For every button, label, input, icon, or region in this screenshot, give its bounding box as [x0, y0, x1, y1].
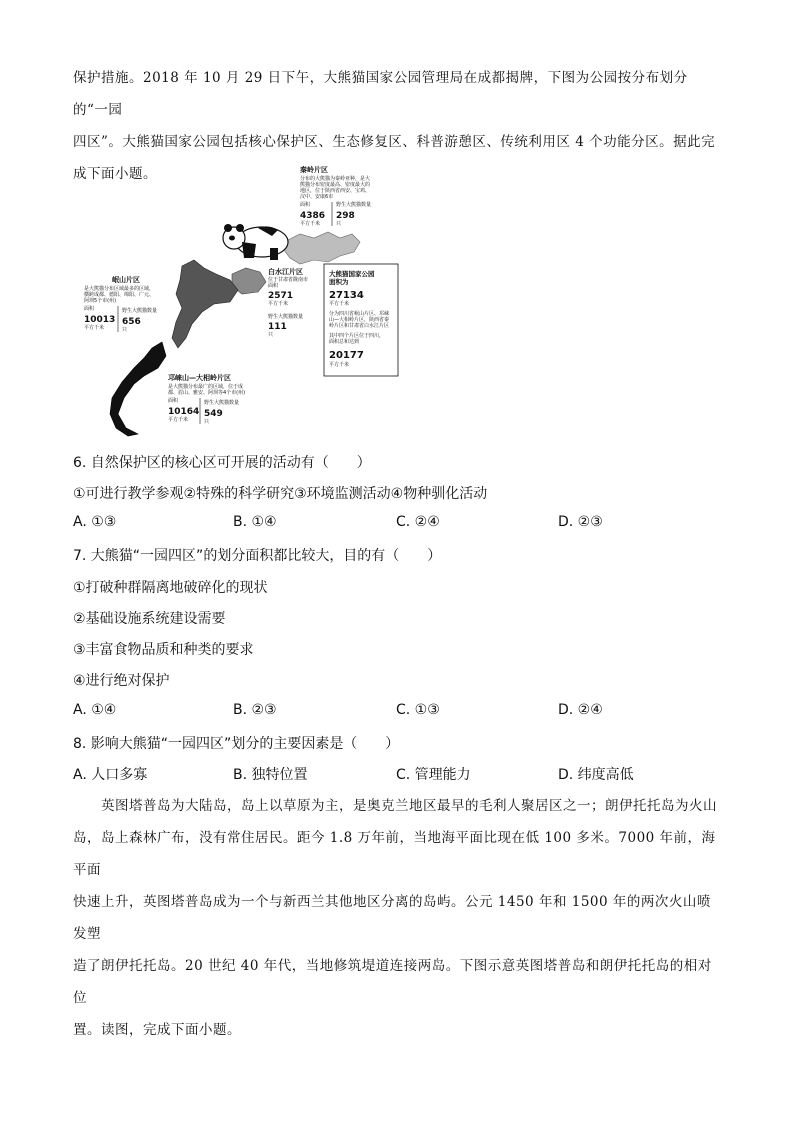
qinling-desc-1: 分布的大熊猫为秦岭亚种，是大 [300, 176, 371, 182]
qinling-pop-unit: 只 [336, 221, 342, 227]
intro-line-2: 四区”。大熊猫国家公园包括核心保护区、生态修复区、科普游憩区、传统利用区 4 个功能分区。据此完 [73, 134, 716, 150]
baishuijiang-desc: 位于甘肃省陇南市 [268, 277, 309, 283]
park-sub-area: 20177 [329, 350, 364, 361]
panda-icon [223, 224, 288, 260]
qionglai-pop-unit: 只 [204, 419, 210, 425]
qinling-area-unit: 平方千米 [300, 221, 321, 227]
passage-2-line-3: 快速上升，英图塔普岛成为一个与新西兰其他地区分离的岛屿。公元 1450 年和 1500 年的两次火山喷发塑 [73, 894, 711, 942]
baishuijiang-label [268, 267, 308, 338]
qionglai-pop: 549 [204, 409, 223, 419]
passage-2-line-4: 造了朗伊托托岛。20 世纪 40 年代，当地修筑堤道连接两岛。下图示意英图塔普岛和朗伊托托岛的相对位 [73, 958, 712, 1006]
park-sub-unit: 平方千米 [329, 362, 350, 368]
minshan-desc-1: 是大熊猫分布区域最多的区域， [84, 286, 155, 292]
q7-option-c[interactable]: C. ①③ [396, 702, 440, 718]
minshan-pop: 656 [122, 317, 141, 327]
q7-stem: 7. 大熊猫“一园四区”的划分面积都比较大，目的有（ ） [73, 548, 442, 564]
qinling-desc-4: 汉中、安康6市 [300, 194, 334, 200]
intro-line-1: 保护措施。2018 年 10 月 29 日下午，大熊猫国家公园管理局在成都揭牌，下图为公园按分布划分的“一园 [73, 70, 688, 118]
q8-option-c[interactable]: C. 管理能力 [396, 767, 471, 783]
minshan-pop-unit: 只 [122, 327, 128, 333]
baishuijiang-area-unit: 平方千米 [268, 301, 289, 307]
passage-2-line-2: 岛，岛上森林广布，没有常住居民。距今 1.8 万年前，当地海平面比现在低 100 多米。7000 年前，海平面 [73, 830, 716, 878]
park-desc-2: 山—大相岭片区，陕西省秦 [329, 317, 390, 323]
q7-item-3: ③丰富食物品质和种类的要求 [73, 642, 254, 658]
q7-option-a[interactable]: A. ①④ [73, 702, 117, 718]
q8-stem: 8. 影响大熊猫“一园四区”划分的主要因素是（ ） [73, 736, 400, 752]
park-title-1: 大熊猫国家公园 [329, 270, 375, 278]
q7-item-2: ②基础设施系统建设需要 [73, 611, 226, 627]
qionglai-desc-1: 是大熊猫分布最广的区域，位于成 [168, 384, 244, 390]
q6-option-d[interactable]: D. ②③ [558, 514, 603, 530]
q8-option-b[interactable]: B. 独特位置 [233, 767, 308, 783]
q7-option-d[interactable]: D. ②④ [558, 702, 603, 718]
qionglai-pop-label: 野生大熊猫数量 [204, 400, 240, 406]
q8-option-d[interactable]: D. 纬度高低 [558, 767, 634, 783]
park-note-1: 其中四个片区位于四川， [329, 333, 385, 339]
park-desc-1: 分为四川省岷山片区、邛崃 [329, 311, 390, 317]
q6-items: ①可进行教学参观②特殊的科学研究③环境监测活动④物种驯化活动 [73, 486, 488, 502]
q7-option-b[interactable]: B. ②③ [233, 702, 277, 718]
park-title-2: 面积为 [329, 278, 349, 286]
park-summary-box [324, 264, 398, 376]
q6-option-b[interactable]: B. ①④ [233, 514, 277, 530]
panda-park-map [82, 162, 400, 438]
minshan-desc-3: 阿坝5个市(州) [84, 298, 117, 304]
qinling-label [299, 165, 371, 227]
qinling-area: 4386 [300, 211, 326, 221]
baishuijiang-pop: 111 [268, 322, 287, 332]
park-area-unit: 平方千米 [329, 301, 350, 307]
q6-option-a[interactable]: A. ①③ [73, 514, 117, 530]
park-area: 27134 [329, 290, 364, 301]
minshan-area-unit: 平方千米 [84, 325, 105, 331]
intro-line-3: 成下面小题。 [73, 166, 157, 182]
baishuijiang-area-label: 面积 [268, 283, 279, 289]
passage-2 [73, 790, 723, 1046]
qionglai-label [168, 373, 245, 425]
qionglai-area: 10164 [168, 407, 200, 417]
qionglai-title: 邛崃山—大相岭片区 [168, 374, 231, 382]
qinling-pop-label: 野生大熊猫数量 [336, 202, 372, 208]
minshan-pop-label: 野生大熊猫数量 [122, 308, 158, 314]
qinling-desc-3: 地区，位于陕西省西安、宝鸡、 [300, 188, 371, 194]
qinling-area-label: 面积 [300, 202, 311, 208]
q6-stem: 6. 自然保护区的核心区可开展的活动有（ ） [73, 455, 371, 471]
q7-item-1: ①打破种群隔离地破碎化的现状 [73, 580, 268, 596]
passage-2-line-1: 英图塔普岛为大陆岛，岛上以草原为主，是奥克兰地区最早的毛利人聚居区之一；朗伊托托岛为火山 [73, 798, 717, 814]
qionglai-region-shape [110, 342, 166, 436]
qionglai-area-unit: 平方千米 [168, 417, 189, 423]
qionglai-area-label: 面积 [168, 398, 179, 404]
qinling-desc-2: 熊猫分布密度最高、密度最大的 [300, 182, 371, 188]
baishuijiang-title: 白水江片区 [268, 268, 303, 276]
minshan-label [84, 275, 157, 333]
minshan-area-label: 面积 [84, 306, 95, 312]
q6-option-c[interactable]: C. ②④ [396, 514, 440, 530]
qinling-title: 秦岭片区 [300, 166, 328, 174]
baishuijiang-pop-label: 野生大熊猫数量 [268, 314, 304, 320]
baishuijiang-pop-unit: 只 [268, 332, 274, 338]
qinling-pop: 298 [336, 211, 355, 221]
baishuijiang-area: 2571 [268, 291, 294, 301]
q8-option-a[interactable]: A. 人口多寡 [73, 767, 148, 783]
passage-2-line-5: 置。读图，完成下面小题。 [73, 1022, 241, 1038]
park-desc-3: 岭片区和甘肃省白水江片区 [329, 323, 390, 329]
minshan-title: 岷山片区 [112, 276, 140, 284]
minshan-region-shape [172, 260, 238, 348]
qionglai-desc-2: 都、眉山、雅安、阿坝等4个市(州) [168, 390, 246, 396]
minshan-area: 10013 [84, 315, 116, 325]
q7-item-4: ④进行绝对保护 [73, 673, 170, 689]
park-note-2: 面积总和达到 [329, 339, 360, 345]
qinling-region-shape [284, 232, 360, 264]
minshan-desc-2: 横跨成都、德阳、绵阳、广元、 [84, 292, 155, 298]
